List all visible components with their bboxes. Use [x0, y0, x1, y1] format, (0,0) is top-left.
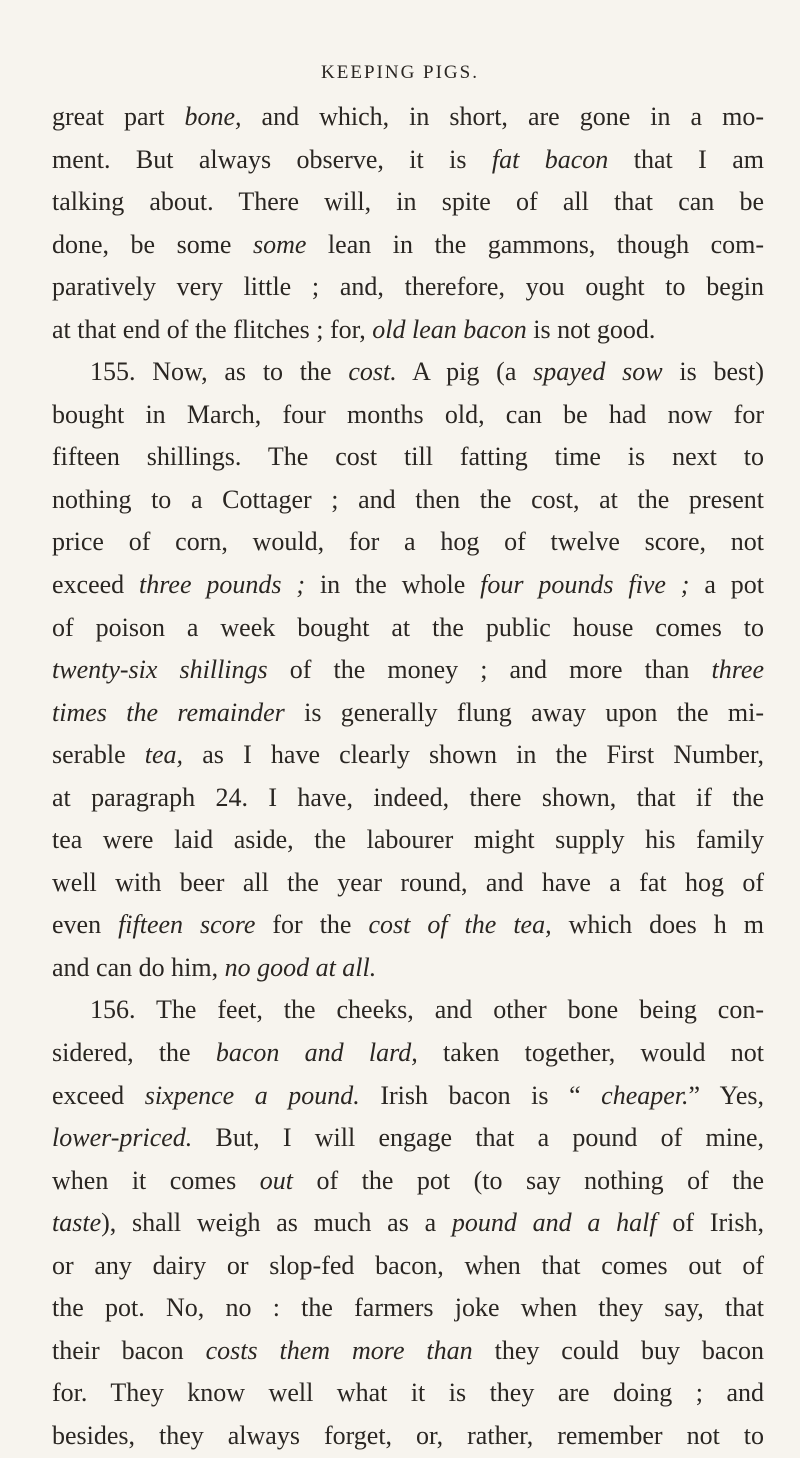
text-line: taste), shall weigh as much as a pound and a half of Irish,	[52, 1208, 764, 1238]
paragraph	[52, 96, 764, 351]
text-line: besides, they always forget, or, rather, remember not to	[52, 1420, 764, 1450]
text-line: 155. Now, as to the cost. A pig (a spayed sow is best)	[90, 357, 764, 387]
text-line: the pot. No, no : the farmers joke when they say, that	[52, 1293, 764, 1323]
running-head: KEEPING PIGS.	[321, 62, 479, 83]
text-line: 156. The feet, the cheeks, and other bone being con-	[90, 995, 764, 1025]
text-line: twenty-six shillings of the money ; and more than three	[52, 655, 764, 685]
text-line: exceed three pounds ; in the whole four pounds five ; a pot	[52, 570, 764, 600]
text-line: well with beer all the year round, and have a fat hog of	[52, 867, 764, 897]
text-line: at paragraph 24. I have, indeed, there shown, that if the	[52, 782, 764, 812]
text-line: their bacon costs them more than they could buy bacon	[52, 1335, 765, 1365]
text-line: nothing to a Cottager ; and then the cost, at the present	[52, 484, 764, 514]
text-line: tea were laid aside, the labourer might supply his family	[52, 825, 764, 855]
text-line: great part bone, and which, in short, are gone in a mo-	[52, 102, 764, 131]
text-line: even fifteen score for the cost of the tea, which does h m	[52, 910, 764, 940]
text-line: price of corn, would, for a hog of twelve score, not	[52, 527, 764, 557]
text-line: and can do him, no good at all.	[52, 952, 377, 982]
text-line: when it comes out of the pot (to say nothing of the	[52, 1165, 765, 1195]
text-line: of poison a week bought at the public house comes to	[52, 612, 764, 642]
text-line: done, be some some lean in the gammons, though com-	[52, 229, 764, 259]
text-line: bought in March, four months old, can be had now for	[52, 399, 764, 429]
text-line: or any dairy or slop-fed bacon, when that comes out of	[52, 1250, 764, 1280]
text-line: ment. But always observe, it is fat bacon that I am	[52, 144, 764, 174]
body-text	[52, 96, 764, 1458]
text-line: paratively very little ; and, therefore, you ought to begin	[52, 272, 764, 302]
paragraph	[52, 989, 764, 1457]
text-line: lower-priced. But, I will engage that a pound of mine,	[52, 1123, 764, 1153]
text-line: for. They know well what it is they are doing ; and	[52, 1378, 764, 1408]
text-line: sidered, the bacon and lard, taken together, would not	[52, 1038, 764, 1068]
text-line: at that end of the flitches ; for, old lean bacon is not good.	[52, 314, 656, 344]
text-line: times the remainder is generally flung away upon the mi-	[52, 697, 764, 727]
text-line: serable tea, as I have clearly shown in the First Number,	[52, 740, 764, 770]
text-line: exceed sixpence a pound. Irish bacon is “ cheaper.” Yes,	[52, 1080, 764, 1110]
text-line: talking about. There will, in spite of all that can be	[52, 187, 764, 217]
paragraph	[52, 351, 764, 989]
text-line: fifteen shillings. The cost till fatting time is next to	[52, 442, 764, 472]
